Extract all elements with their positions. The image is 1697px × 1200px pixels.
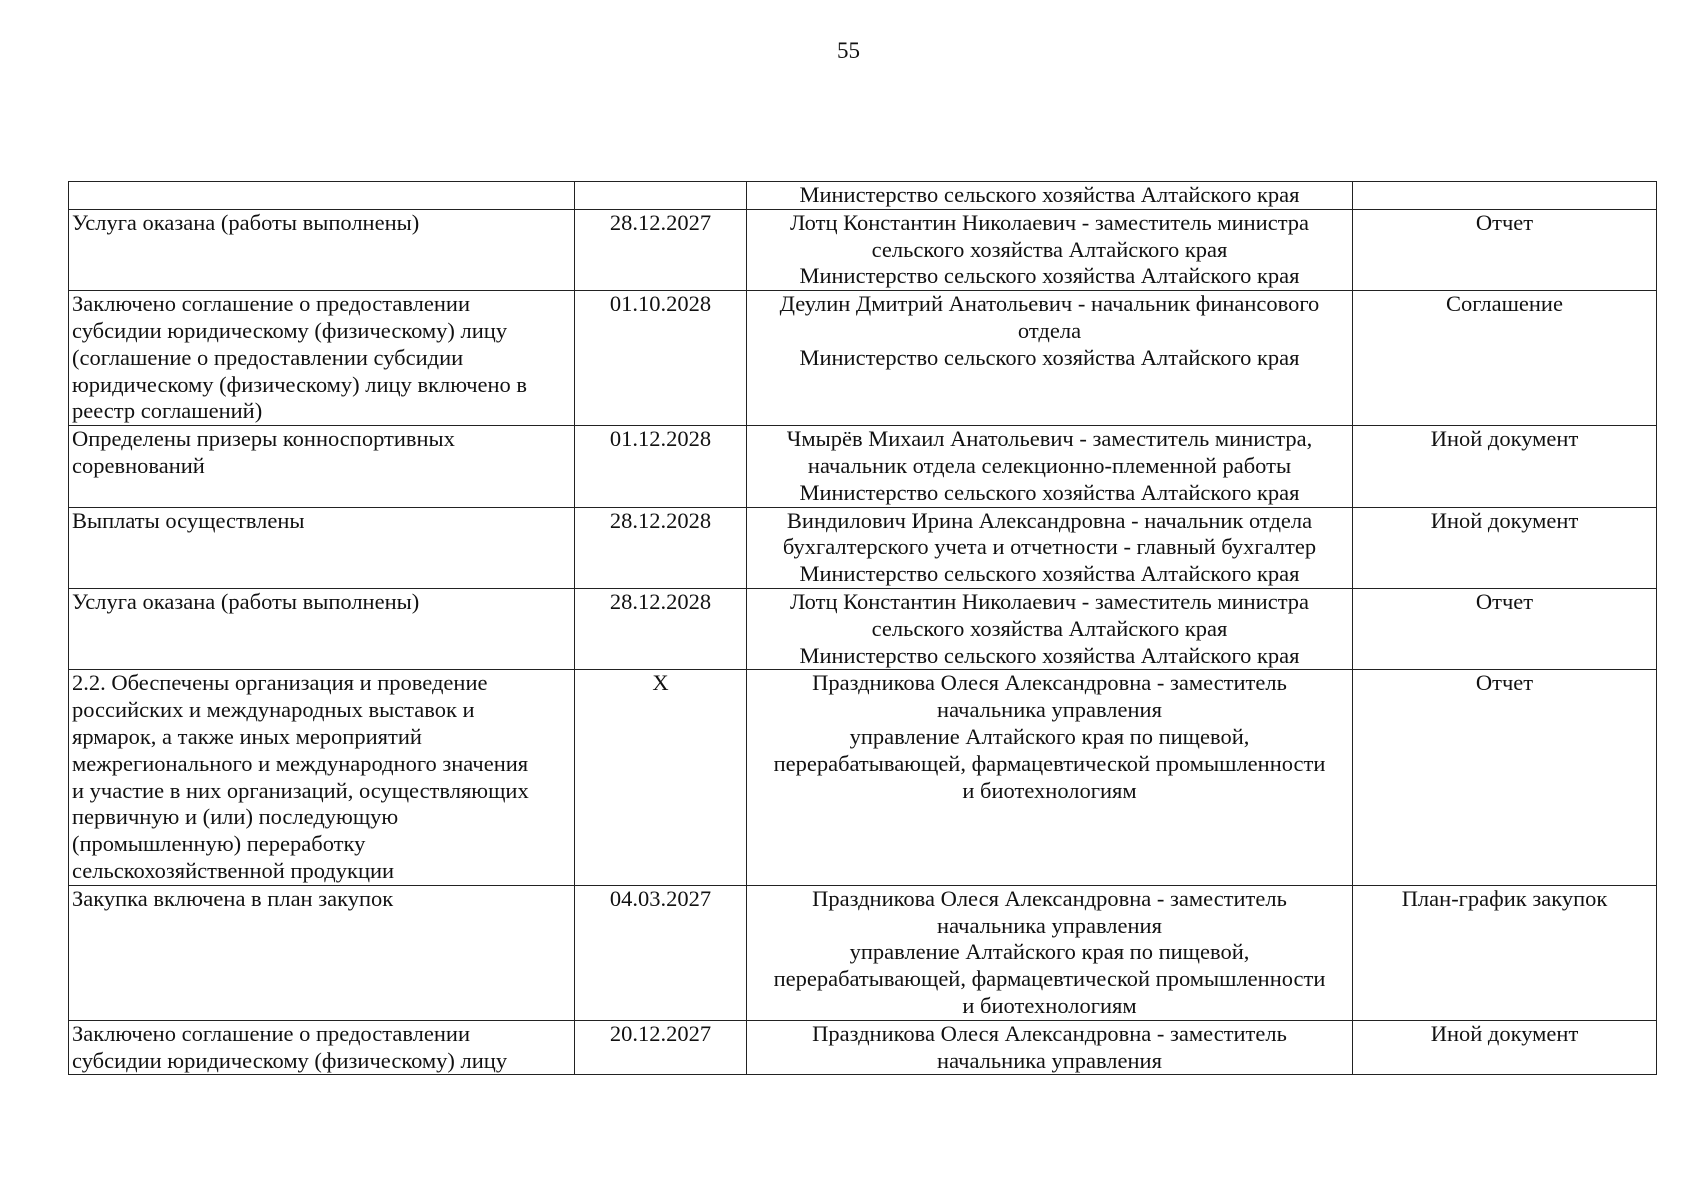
event-line: (промышленную) переработку <box>72 831 366 857</box>
event-line: (соглашение о предоставлении субсидии <box>72 344 464 370</box>
responsible-cell <box>747 885 1353 1020</box>
responsible-line: Праздникова Олеся Александровна - заместитель <box>812 885 1287 911</box>
event-line: первичную и (или) последующую <box>72 804 399 830</box>
document-cell <box>1353 182 1657 210</box>
date-cell: 04.03.2027 <box>575 885 747 1020</box>
event-cell <box>69 426 575 507</box>
date-cell: X <box>575 670 747 885</box>
responsible-line: перерабатывающей, фармацевтической промышленности <box>773 750 1326 776</box>
event-cell <box>69 588 575 669</box>
event-cell <box>69 209 575 290</box>
document-cell: Соглашение <box>1353 291 1657 426</box>
event-line: реестр соглашений) <box>72 398 263 424</box>
table-row <box>69 507 1657 588</box>
table-row <box>69 182 1657 210</box>
event-line: субсидии юридическому (физическому) лицу <box>72 1047 508 1073</box>
responsible-cell <box>747 209 1353 290</box>
responsible-cell <box>747 507 1353 588</box>
event-cell <box>69 182 575 210</box>
responsible-line: и биотехнологиям <box>962 777 1137 803</box>
responsible-line: начальника управления <box>937 1047 1162 1073</box>
responsible-line: Министерство сельского хозяйства Алтайского края <box>799 642 1300 668</box>
document-cell: План-график закупок <box>1353 885 1657 1020</box>
event-line: соревнований <box>72 452 205 478</box>
event-line: Услуга оказана (работы выполнены) <box>72 588 420 614</box>
table-row <box>69 426 1657 507</box>
date-cell: 28.12.2028 <box>575 588 747 669</box>
table-row <box>69 588 1657 669</box>
responsible-line: Министерство сельского хозяйства Алтайского края <box>799 182 1300 207</box>
page-number: 55 <box>837 38 860 63</box>
date-cell: 20.12.2027 <box>575 1020 747 1075</box>
date-cell: 01.10.2028 <box>575 291 747 426</box>
event-line: ярмарок, а также иных мероприятий <box>72 723 422 749</box>
event-line: Определены призеры конноспортивных <box>72 426 455 452</box>
document-cell: Отчет <box>1353 209 1657 290</box>
event-line: Заключено соглашение о предоставлении <box>72 291 470 317</box>
responsible-cell <box>747 426 1353 507</box>
document-cell: Иной документ <box>1353 1020 1657 1075</box>
responsible-cell <box>747 670 1353 885</box>
responsible-cell <box>747 291 1353 426</box>
responsible-line: Чмырёв Михаил Анатольевич - заместитель министра, <box>786 426 1313 452</box>
event-cell <box>69 507 575 588</box>
event-line: Услуга оказана (работы выполнены) <box>72 209 420 235</box>
responsible-line: бухгалтерского учета и отчетности - главный бухгалтер <box>782 534 1317 560</box>
document-cell: Отчет <box>1353 588 1657 669</box>
responsible-line: Праздникова Олеся Александровна - заместитель <box>812 1020 1287 1046</box>
responsible-cell <box>747 182 1353 210</box>
document-cell: Отчет <box>1353 670 1657 885</box>
responsible-line: перерабатывающей, фармацевтической промышленности <box>773 966 1326 992</box>
date-cell <box>575 182 747 210</box>
document-cell: Иной документ <box>1353 426 1657 507</box>
responsible-line: начальника управления <box>937 912 1162 938</box>
responsible-line: сельского хозяйства Алтайского края <box>871 615 1228 641</box>
responsible-line: Деулин Дмитрий Анатольевич - начальник финансового <box>779 291 1320 317</box>
event-cell <box>69 885 575 1020</box>
responsible-line: начальника управления <box>937 697 1162 723</box>
date-cell: 01.12.2028 <box>575 426 747 507</box>
responsible-line: управление Алтайского края по пищевой, <box>849 723 1250 749</box>
table-row <box>69 291 1657 426</box>
event-line: российских и международных выставок и <box>72 697 475 723</box>
table-row <box>69 885 1657 1020</box>
responsible-line: Министерство сельского хозяйства Алтайского края <box>799 479 1300 505</box>
document-cell: Иной документ <box>1353 507 1657 588</box>
responsible-line: Праздникова Олеся Александровна - заместитель <box>812 670 1287 696</box>
responsible-line: Министерство сельского хозяйства Алтайского края <box>799 344 1300 370</box>
activities-table <box>68 181 1657 1075</box>
responsible-line: Министерство сельского хозяйства Алтайского края <box>799 561 1300 587</box>
responsible-line: отдела <box>1017 317 1082 343</box>
event-line: Закупка включена в план закупок <box>72 885 394 911</box>
table-row <box>69 1020 1657 1075</box>
responsible-line: Лотц Константин Николаевич - заместитель министра <box>789 209 1310 235</box>
event-line: межрегионального и международного значения <box>72 750 529 776</box>
responsible-line: Виндилович Ирина Александровна - начальник отдела <box>786 507 1313 533</box>
event-line: Заключено соглашение о предоставлении <box>72 1020 470 1046</box>
date-cell: 28.12.2028 <box>575 507 747 588</box>
event-cell <box>69 291 575 426</box>
responsible-line: Министерство сельского хозяйства Алтайского края <box>799 263 1300 289</box>
event-line: субсидии юридическому (физическому) лицу <box>72 317 508 343</box>
responsible-cell <box>747 588 1353 669</box>
table-row <box>69 209 1657 290</box>
responsible-line: сельского хозяйства Алтайского края <box>871 236 1228 262</box>
responsible-line: Лотц Константин Николаевич - заместитель министра <box>789 588 1310 614</box>
responsible-line: и биотехнологиям <box>962 992 1137 1018</box>
responsible-line: управление Алтайского края по пищевой, <box>849 939 1250 965</box>
event-line: 2.2. Обеспечены организация и проведение <box>72 670 488 696</box>
responsible-cell <box>747 1020 1353 1075</box>
event-cell <box>69 1020 575 1075</box>
event-line: и участие в них организаций, осуществляющих <box>72 777 529 803</box>
event-line: сельскохозяйственной продукции <box>72 857 395 883</box>
responsible-line: начальник отдела селекционно-племенной работы <box>807 452 1292 478</box>
event-line: Выплаты осуществлены <box>72 507 305 533</box>
event-cell <box>69 670 575 885</box>
date-cell: 28.12.2027 <box>575 209 747 290</box>
table-row <box>69 670 1657 885</box>
event-line: юридическому (физическому) лицу включено в <box>72 371 528 397</box>
